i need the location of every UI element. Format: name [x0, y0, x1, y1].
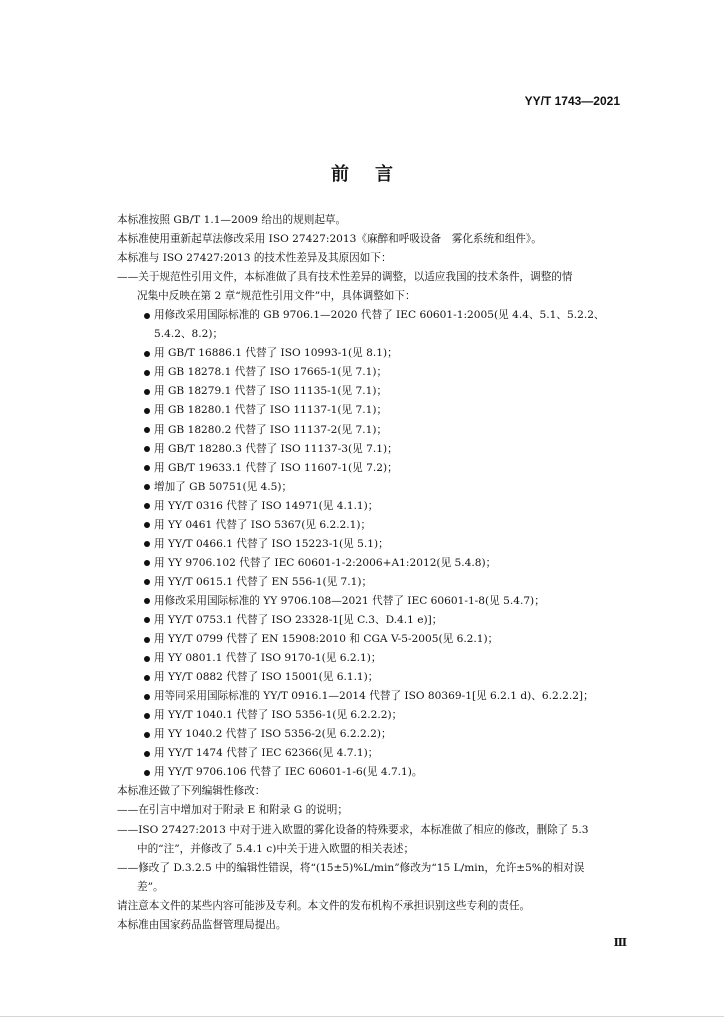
bullet-item: 用 YY/T 0466.1 代替了 ISO 15223-1(见 5.1)； [117, 535, 657, 554]
bullet-item: 用修改采用国际标准的 GB 9706.1—2020 代替了 IEC 60601-1:2005(见 4.4、5.1、5.2.2、 [117, 306, 657, 325]
bullet-item: 用 GB 18280.2 代替了 ISO 11137-2(见 7.1)； [117, 421, 657, 440]
patent-notice: 请注意本文件的某些内容可能涉及专利。本文件的发布机构不承担识别这些专利的责任。 [117, 899, 531, 912]
page-bottom-divider [0, 1016, 724, 1017]
bullet-item: 用 GB 18280.1 代替了 ISO 11137-1(见 7.1)； [117, 401, 657, 420]
bullet-item: 增加了 GB 50751(见 4.5)； [117, 478, 657, 497]
page-number: Ⅲ [613, 936, 628, 949]
bullet-item: 用 YY/T 0882 代替了 ISO 15001(见 6.1.1)； [117, 668, 657, 687]
bullet-item: 用 GB/T 18280.3 代替了 ISO 11137-3(见 7.1)； [117, 440, 657, 459]
bullet-item: 用 YY 1040.2 代替了 ISO 5356-2(见 6.2.2.2)； [117, 725, 657, 744]
bullet-item: 用 GB/T 19633.1 代替了 ISO 11607-1(见 7.2)； [117, 459, 657, 478]
bullet-item: 用 YY/T 0615.1 代替了 EN 556-1(见 7.1)； [117, 573, 657, 592]
editorial-item: ——修改了 D.3.2.5 中的编辑性错误，将“(15±5)%L/min”修改为“15 L/min，允许±5%的相对误 [117, 861, 585, 874]
bullet-item: 用 YY 9706.102 代替了 IEC 60601-1-2:2006+A1:2012(见 5.4.8)； [117, 554, 657, 573]
editorial-heading: 本标准还做了下列编辑性修改： [117, 785, 266, 798]
bullet-item: 用 GB 18278.1 代替了 ISO 17665-1(见 7.1)； [117, 363, 657, 382]
intro-paragraph: 本标准使用重新起草法修改采用 ISO 27427:2013《麻醉和呼吸设备 雾化系统和组件》。 [117, 233, 542, 246]
bullet-item: 用等同采用国际标准的 YY/T 0916.1—2014 代替了 ISO 80369-1[见 6.2.1 d)、6.2.2.2]； [117, 687, 657, 706]
bullet-item: 用 YY/T 1474 代替了 IEC 62366(见 4.7.1)； [117, 744, 657, 763]
bullet-item: 用修改采用国际标准的 YY 9706.108—2021 代替了 IEC 60601-1-8(见 5.4.7)； [117, 592, 657, 611]
intro-paragraph: 本标准按照 GB/T 1.1—2009 给出的规则起草。 [117, 214, 347, 226]
editorial-item-continued: 差”。 [137, 880, 164, 893]
proposer-statement: 本标准由国家药品监督管理局提出。 [117, 918, 287, 931]
document-number: YY/T 1743—2021 [524, 94, 620, 108]
foreword-body [117, 211, 657, 935]
tech-diff-lead: ——关于规范性引用文件，本标准做了具有技术性差异的调整，以适应我国的技术条件，调整的情 [117, 271, 573, 284]
bullet-item: 用 YY/T 0799 代替了 EN 15908:2010 和 CGA V-5-2005(见 6.2.1)； [117, 630, 657, 649]
bullet-item: 用 GB 18279.1 代替了 ISO 11135-1(见 7.1)； [117, 382, 657, 401]
editorial-item-continued: 中的“注”，并修改了 5.4.1 c)中关于进入欧盟的相关表述； [137, 842, 415, 855]
intro-paragraph: 本标准与 ISO 27427:2013 的技术性差异及其原因如下： [117, 252, 392, 265]
bullet-item: 用 YY/T 1040.1 代替了 ISO 5356-1(见 6.2.2.2)； [117, 706, 657, 725]
bullet-item-continued: 5.4.2、8.2)； [154, 328, 224, 341]
bullet-item: 用 GB/T 16886.1 代替了 ISO 10993-1(见 8.1)； [117, 344, 657, 363]
bullet-item: 用 YY/T 9706.106 代替了 IEC 60601-1-6(见 4.7.1)。 [117, 763, 657, 782]
tech-diff-lead-continued: 况集中反映在第 2 章“规范性引用文件”中，具体调整如下： [137, 290, 416, 303]
editorial-item: ——ISO 27427:2013 中对于进入欧盟的雾化设备的特殊要求，本标准做了相应的修改，删除了 5.3 [117, 823, 589, 836]
editorial-item: ——在引言中增加对于附录 E 和附录 G 的说明； [117, 804, 348, 817]
bullet-item: 用 YY 0801.1 代替了 ISO 9170-1(见 6.2.1)； [117, 649, 657, 668]
page-title: 前言 [331, 164, 419, 185]
bullet-item: 用 YY 0461 代替了 ISO 5367(见 6.2.2.1)； [117, 516, 657, 535]
bullet-item: 用 YY/T 0316 代替了 ISO 14971(见 4.1.1)； [117, 497, 657, 516]
bullet-item: 用 YY/T 0753.1 代替了 ISO 23328-1[见 C.3、D.4.1 e)]； [117, 611, 657, 630]
